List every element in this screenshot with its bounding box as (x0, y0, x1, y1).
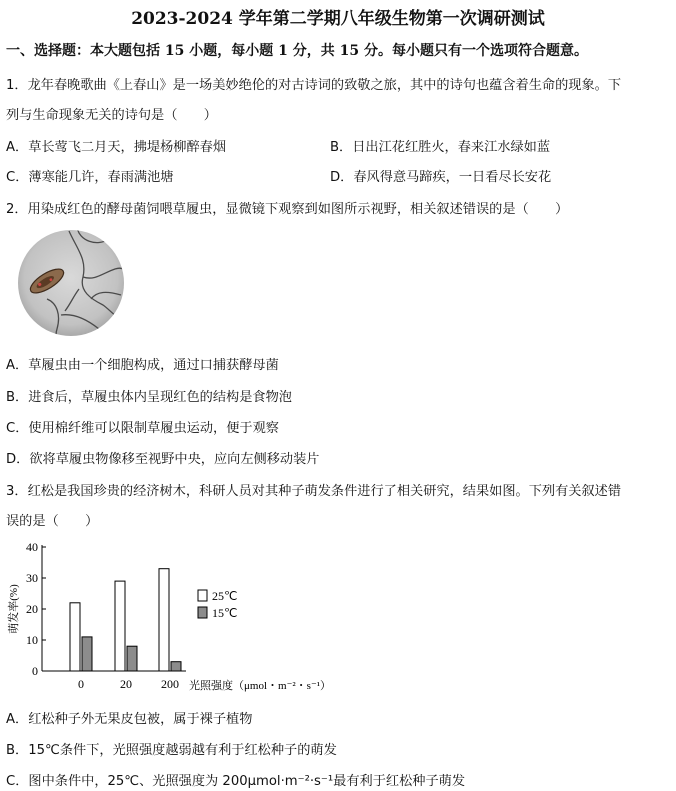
q3-option-c[interactable]: C．图中条件中，25℃、光照强度为 200μmol·m⁻²·s⁻¹最有利于红松种子萌发 (6, 774, 466, 789)
y-tick-label: 30 (26, 571, 38, 585)
germination-bar-chart (4, 535, 354, 695)
y-axis-label: 萌发率(%) (8, 584, 20, 634)
x-tick-label: 0 (78, 677, 84, 691)
bar-25℃-20 (115, 581, 125, 671)
q1-option-d[interactable]: D．春风得意马蹄疾，一日看尽长安花 (330, 170, 552, 185)
q2-option-d[interactable]: D．欲将草履虫物像移至视野中央，应向左侧移动装片 (6, 452, 320, 467)
q1-stem-line1: 1．龙年春晚歌曲《上春山》是一场美妙绝伦的对古诗词的致敬之旅，其中的诗句也蕴含着生命的现象。下 (6, 78, 622, 93)
y-tick-label: 40 (26, 540, 38, 554)
q2-option-c[interactable]: C．使用棉纤维可以限制草履虫运动，便于观察 (6, 421, 279, 436)
q1-stem-line2: 列与生命现象无关的诗句是（ ） (6, 108, 217, 123)
section-heading: 一、选择题：本大题包括 15 小题，每小题 1 分，共 15 分。每小题只有一个选项符合题意。 (6, 43, 588, 59)
page-title: 2023-2024 学年第二学期八年级生物第一次调研测试 (131, 9, 545, 29)
legend-label: 15℃ (212, 606, 238, 620)
microscope-view-image (17, 229, 125, 337)
x-tick-label: 20 (120, 677, 132, 691)
bar-15℃-20 (127, 646, 137, 671)
q3-option-a[interactable]: A．红松种子外无果皮包被，属于裸子植物 (6, 712, 253, 727)
q3-stem-line2: 误的是（ ） (6, 514, 99, 529)
q1-option-b[interactable]: B．日出江花红胜火，春来江水绿如蓝 (330, 140, 551, 155)
q2-option-b[interactable]: B．进食后，草履虫体内呈现红色的结构是食物泡 (6, 390, 292, 405)
x-tick-label: 200 (161, 677, 179, 691)
q3-option-b[interactable]: B．15℃条件下，光照强度越弱越有利于红松种子的萌发 (6, 743, 337, 758)
legend-swatch (198, 607, 207, 618)
q1-option-c[interactable]: C．薄寒能几许，春雨满池塘 (6, 170, 174, 185)
legend-swatch (198, 590, 207, 601)
q3-stem-line1: 3．红松是我国珍贵的经济树木，科研人员对其种子萌发条件进行了相关研究，结果如图。下列有关叙述错 (6, 484, 622, 499)
bar-25℃-200 (159, 569, 169, 671)
q2-stem: 2．用染成红色的酵母菌饲喂草履虫，显微镜下观察到如图所示视野，相关叙述错误的是（ ） (6, 202, 569, 217)
bar-15℃-0 (82, 637, 92, 671)
bar-15℃-200 (171, 662, 181, 671)
y-tick-label: 10 (26, 633, 38, 647)
q2-option-a[interactable]: A．草履虫由一个细胞构成，通过口捕获酵母菌 (6, 358, 279, 373)
bar-25℃-0 (70, 603, 80, 671)
q1-option-a[interactable]: A．草长莺飞二月天，拂堤杨柳醉春烟 (6, 140, 227, 155)
legend-label: 25℃ (212, 589, 238, 603)
y-tick-label: 20 (26, 602, 38, 616)
y-tick-label: 0 (32, 664, 38, 678)
x-axis-label: 光照强度（μmol・m⁻²・s⁻¹） (189, 680, 332, 692)
